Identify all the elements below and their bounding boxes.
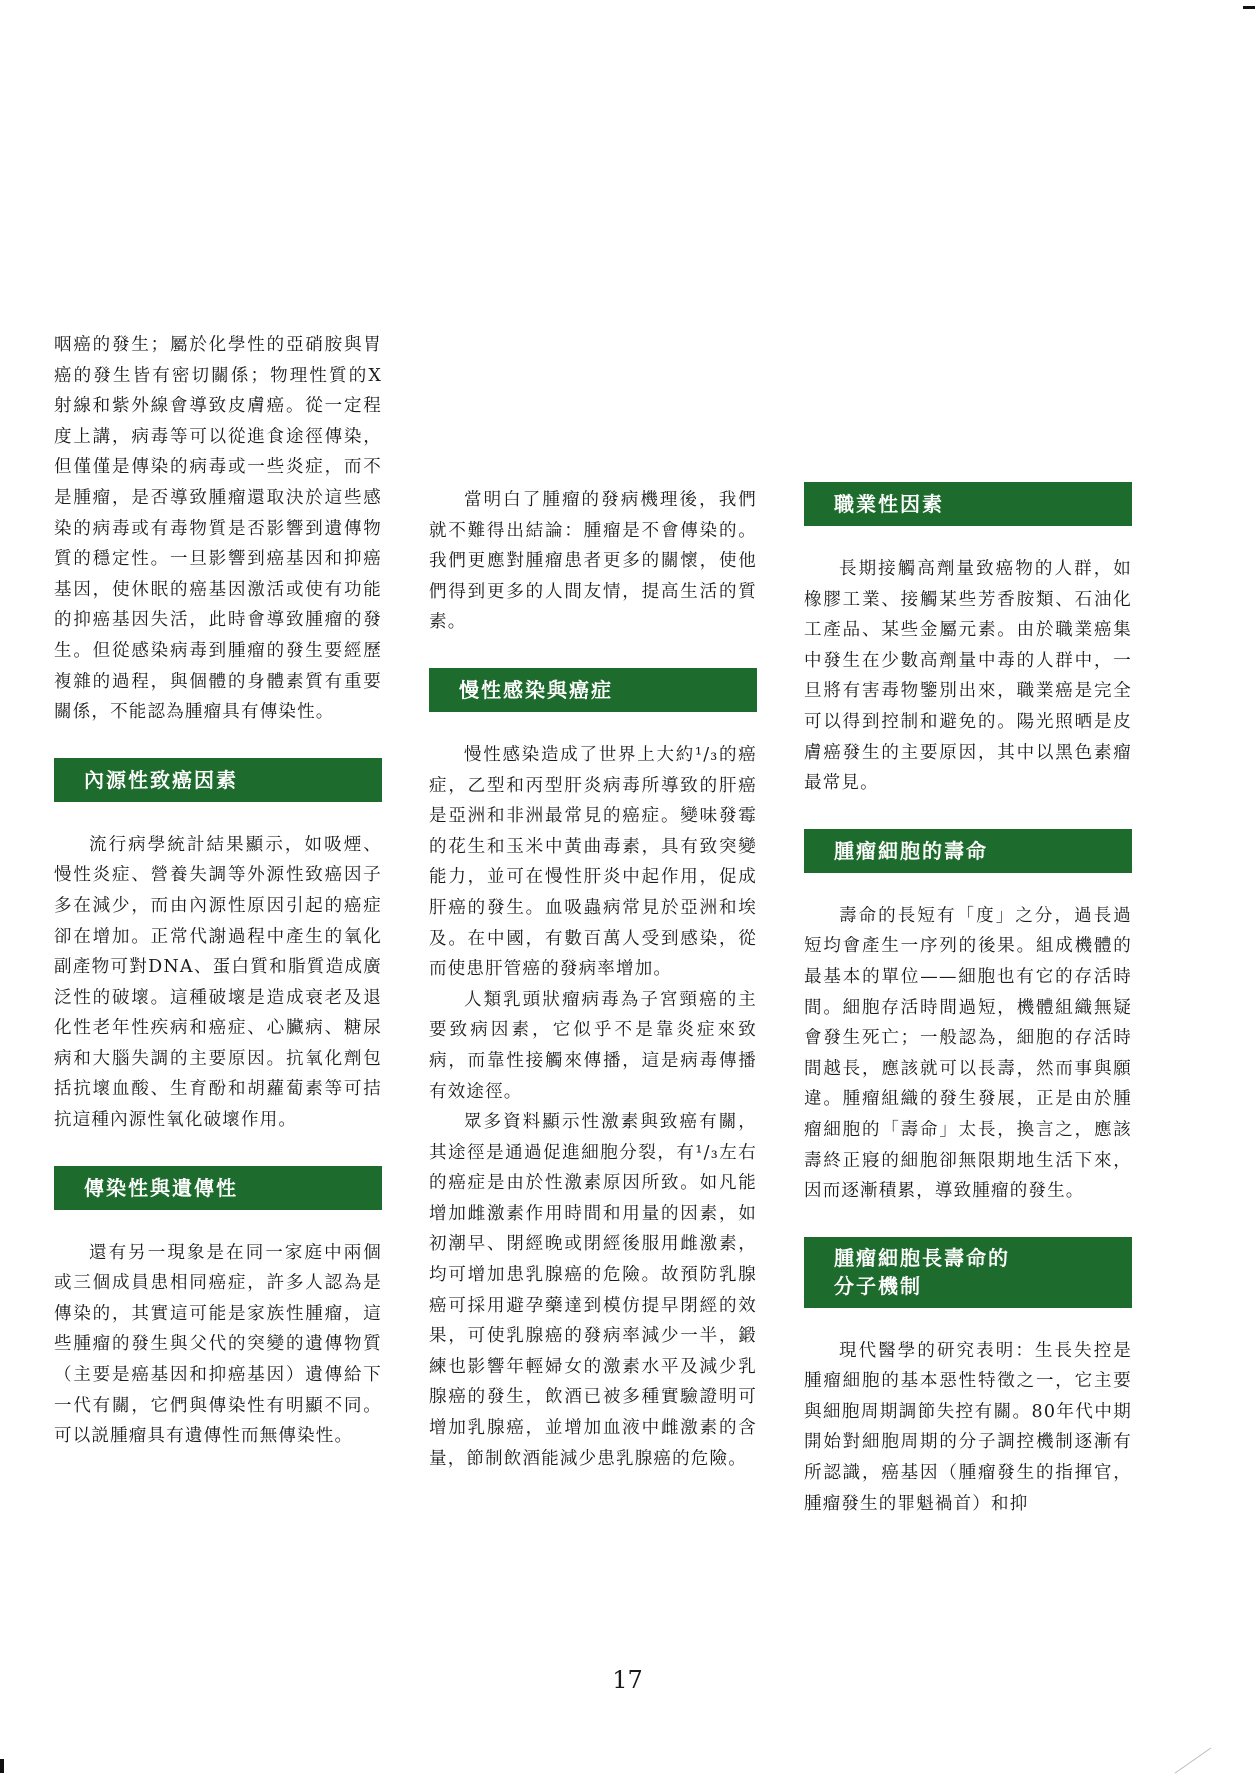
scan-mark <box>1175 1747 1212 1773</box>
section-heading-chronic-infection-and-cancer: 慢性感染與癌症 <box>429 668 757 712</box>
paragraph: 長期接觸高劑量致癌物的人群，如橡膠工業、接觸某些芳香胺類、石油化工產品、某些金屬元素。由於職業癌集中發生在少數高劑量中毒的人群中，一旦將有害毒物鑒別出來，職業癌是完全可以得到控制和避免的。陽光照晒是皮膚癌發生的主要原因，其中以黑色素瘤最常見。 <box>804 559 1132 794</box>
paragraph: 現代醫學的研究表明：生長失控是腫瘤細胞的基本惡性特徵之一，它主要與細胞周期調節失控有關。80年代中期開始對細胞周期的分子調控機制逐漸有所認識，癌基因（腫瘤發生的指揮官，腫瘤發生的罪魁禍首）和抑 <box>804 1340 1132 1514</box>
heading-line: 分子機制 <box>834 1273 922 1298</box>
column-2 <box>429 485 757 1474</box>
paragraph: 流行病學統計結果顯示，如吸煙、慢性炎症、營養失調等外源性致癌因子多在減少，而由內源性原因引起的癌症卻在增加。正常代謝過程中產生的氧化副產物可對DNA、蛋白質和脂質造成廣泛性的破壞。這種破壞是造成衰老及退化性老年性疾病和癌症、心臟病、糖尿病和大腦失調的主要原因。抗氧化劑包括抗壞血酸、生育酚和胡蘿蔔素等可拮抗這種內源性氧化破壞作用。 <box>54 834 382 1131</box>
scan-mark <box>1243 6 1255 9</box>
column-1 <box>54 330 382 1452</box>
heading-line: 腫瘤細胞長壽命的 <box>834 1245 1010 1270</box>
section-heading-tumor-cell-lifespan: 腫瘤細胞的壽命 <box>804 829 1132 873</box>
section-heading-endogenous-carcinogens: 內源性致癌因素 <box>54 758 382 802</box>
section-heading-occupational-factors: 職業性因素 <box>804 482 1132 526</box>
paragraph: 人類乳頭狀瘤病毒為子宮頸癌的主要致病因素，它似乎不是靠炎症來致病，而靠性接觸來傳播，這是病毒傳播有效途徑。 <box>429 989 757 1102</box>
scan-mark <box>0 1759 4 1773</box>
page-number: 17 <box>612 1666 643 1694</box>
section-heading-infectiousness-and-heredity: 傳染性與遺傳性 <box>54 1166 382 1210</box>
section-heading-molecular-mechanism <box>804 1237 1132 1308</box>
paragraph: 慢性感染造成了世界上大約¹/₃的癌症，乙型和丙型肝炎病毒所導致的肝癌是亞洲和非洲最常見的癌症。變味發霉的花生和玉米中黃曲毒素，具有致突變能力，並可在慢性肝炎中起作用，促成肝癌的發生。血吸蟲病常見於亞洲和埃及。在中國，有數百萬人受到感染，從而使患肝管癌的發病率增加。 <box>429 744 757 980</box>
column-3 <box>804 482 1132 1519</box>
paragraph: 眾多資料顯示性激素與致癌有關，其途徑是通過促進細胞分裂，有¹/₃左右的癌症是由於性激素原因所致。如凡能增加雌激素作用時間和用量的因素，如初潮早、閉經晚或閉經後服用雌激素，均可增加患乳腺癌的危險。故預防乳腺癌可採用避孕藥達到模仿提早閉經的效果，可使乳腺癌的發病率減少一半，鍛練也影響年輕婦女的激素水平及減少乳腺癌的發生，飲酒已被多種實驗證明可增加乳腺癌，並增加血液中雌激素的含量，節制飲酒能減少患乳腺癌的危險。 <box>429 1112 757 1469</box>
paragraph: 當明白了腫瘤的發病機理後，我們就不難得出結論：腫瘤是不會傳染的。我們更應對腫瘤患者更多的關懷，使他們得到更多的人間友情，提高生活的質素。 <box>429 490 757 633</box>
paragraph: 壽命的長短有「度」之分，過長過短均會產生一序列的後果。組成機體的最基本的單位——細胞也有它的存活時間。細胞存活時間過短，機體組織無疑會發生死亡；一般認為，細胞的存活時間越長，應該就可以長壽，然而事與願違。腫瘤組織的發生發展，正是由於腫瘤細胞的「壽命」太長，換言之，應該壽終正寢的細胞卻無限期地生活下來，因而逐漸積累，導致腫瘤的發生。 <box>804 905 1132 1202</box>
paragraph: 還有另一現象是在同一家庭中兩個或三個成員患相同癌症，許多人認為是傳染的，其實這可能是家族性腫瘤，這些腫瘤的發生與父代的突變的遺傳物質（主要是癌基因和抑癌基因）遺傳給下一代有關，它們與傳染性有明顯不同。可以説腫瘤具有遺傳性而無傳染性。 <box>54 1242 382 1447</box>
paragraph: 咽癌的發生；屬於化學性的亞硝胺與胃癌的發生皆有密切關係；物理性質的X射線和紫外線會導致皮膚癌。從一定程度上講，病毒等可以從進食途徑傳染，但僅僅是傳染的病毒或一些炎症，而不是腫瘤，是否導致腫瘤還取決於這些感染的病毒或有毒物質是否影響到遺傳物質的穩定性。一旦影響到癌基因和抑癌基因，使休眠的癌基因激活或使有功能的抑癌基因失活，此時會導致腫瘤的發生。但從感染病毒到腫瘤的發生要經歷複雜的過程，與個體的身體素質有重要關係，不能認為腫瘤具有傳染性。 <box>54 335 382 723</box>
